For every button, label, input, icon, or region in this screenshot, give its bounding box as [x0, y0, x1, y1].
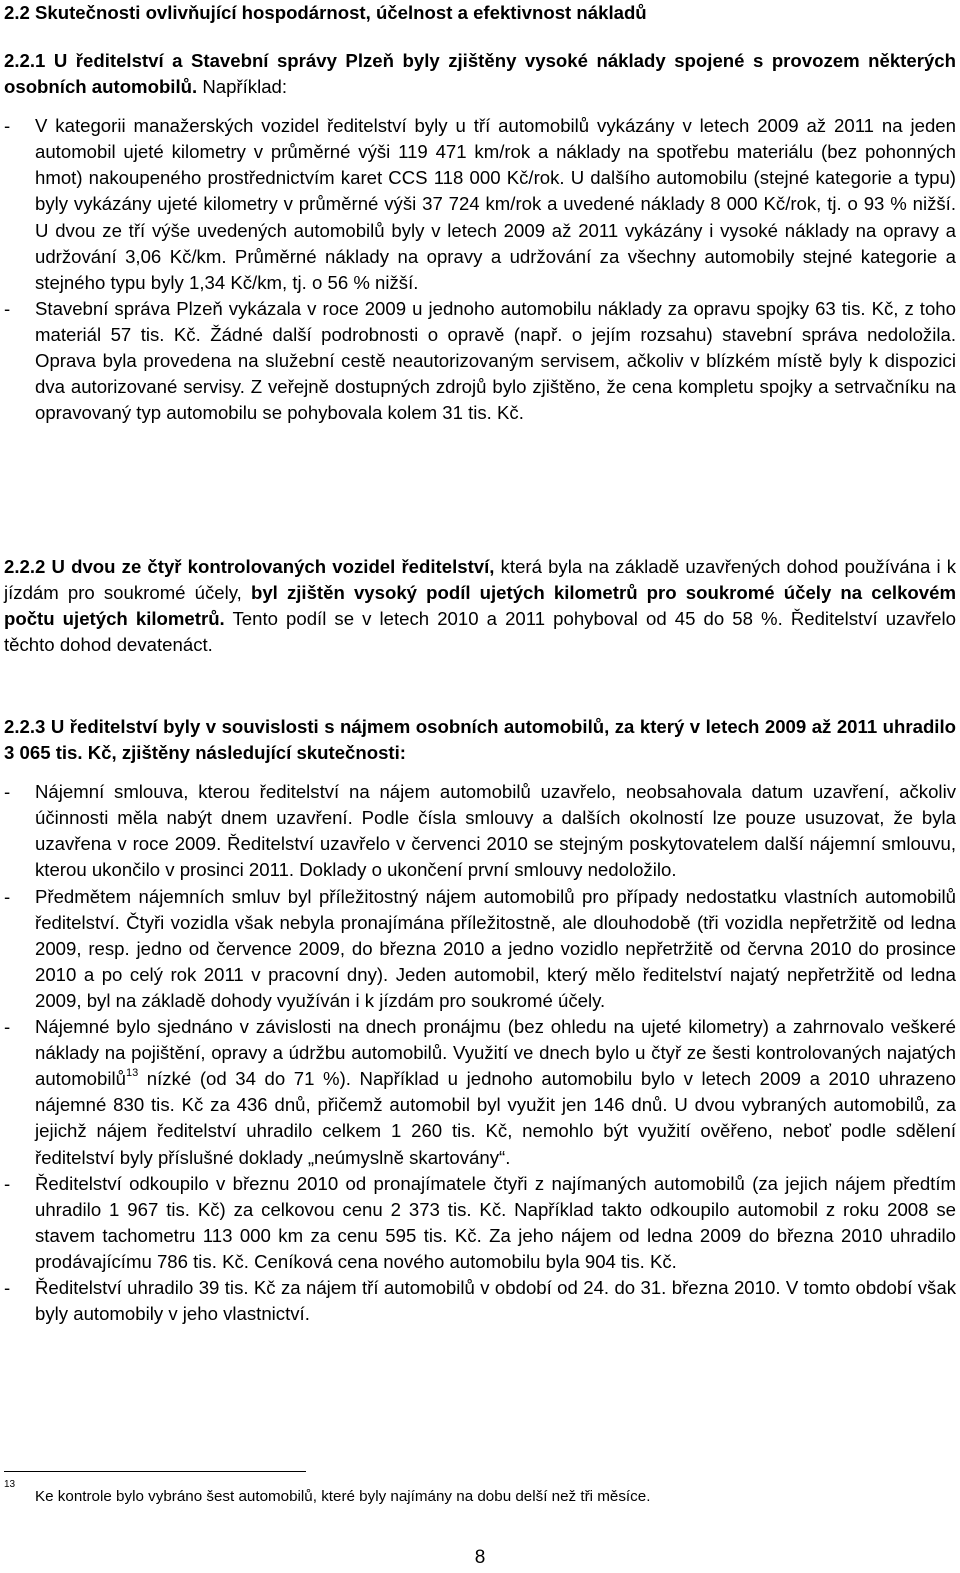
paragraph-2-2-1-bold: 2.2.1 U ředitelství a Stavební správy Plzeň byly zjištěny vysoké náklady spojené s provozem některých osobních automobilů. [4, 50, 956, 98]
list-item-text: Ředitelství odkoupilo v březnu 2010 od pronajímatele čtyři z najímaných automobilů (za jejich nájem předtím uhradilo 1 967 tis. Kč) za celkovou cenu 2 373 tis. Kč. Například takto odkoupilo automobil z roku 2008 se stavem tachometru 113 000 km za cenu 595 tis. Kč. Za jeho nájem od ledna 2009 do března 2010 uhradilo prodávajícímu 786 tis. Kč. Ceníková cena nového automobilu byla 904 tis. Kč. [35, 1172, 956, 1272]
list-item: - Ředitelství odkoupilo v březnu 2010 od pronajímatele čtyři z najímaných automobilů (za jejich nájem předtím uhradilo 1 967 tis. Kč) za celkovou cenu 2 373 tis. Kč. Například takto odkoupilo automobil z roku 2008 se stavem tachometru 113 000 km za cenu 595 tis. Kč. Za jeho nájem od ledna 2009 do března 2010 uhradilo prodávajícímu 786 tis. Kč. Ceníková cena nového automobilu byla 904 tis. Kč. [4, 1172, 956, 1272]
footnote-text: Ke kontrole bylo vybráno šest automobilů, které byly najímány na dobu delší než tři měsíce. [35, 1488, 651, 1505]
paragraph-2-2-1-rest: Například: [197, 76, 288, 98]
footnote-reference: 13 [125, 1067, 139, 1080]
list-item: - Stavební správa Plzeň vykázala v roce 2009 u jednoho automobilu náklady za opravu spojky 63 tis. Kč, z toho materiál 57 tis. Kč. Žádné další podrobnosti o opravě (např. o jejím rozsahu) stavební správa nedoložila. Oprava byla provedena na služební cestě neautorizovaným servisem, ačkoliv v blízkém místě byly k dispozici dva autorizované servisy. Z veřejně dostupných zdrojů bylo zjištěno, že cena kompletu spojky a setrvačníku na opravovaný typ automobilu se pohybovala kolem 31 tis. Kč. [4, 297, 956, 424]
list-item: - Nájemné bylo sjednáno v závislosti na dnech pronájmu (bez ohledu na ujeté kilometry) a zahrnovalo veškeré náklady na pojištění, opravy a údržbu automobilů. Využití ve dnech bylo u čtyř ze šesti kontrolovaných najatých automobilů$^{13}$ nízké (od 34 do 71 %). Například u jednoho automobilu bylo v letech 2009 a 2010 uhrazeno nájemné 830 tis. Kč za 436 dnů, přičemž automobil byl využit jen 146 dnů. U dvou vybraných automobilů, za jejichž nájem ředitelství uhradilo celkem 1 260 tis. Kč, nemohlo být využití ověřeno, neboť podle sdělení ředitelství byly příslušné doklady „neúmyslně skartovány“. [4, 1016, 956, 1168]
list-item-text: V kategorii manažerských vozidel ředitelství byly u tří automobilů vykázány v letech 2009 až 2011 na jeden automobil ujeté kilometry v průměrné výši 119 471 km/rok a náklady na spotřebu materiálu (bez pohonných hmot) nakoupeného prostřednictvím karet CCS 118 000 Kč/rok. U dalšího automobilu (stejné kategorie a typu) byly vykázány ujeté kilometry v průměrné výši 37 724 km/rok a uvedené náklady 8 000 Kč/rok, tj. o 93 % nižší. U dvou ze tří výše uvedených automobilů byly v letech 2009 až 2011 vykázány i vysoké náklady na opravy a udržování 3,06 Kč/km. Průměrné náklady na opravy a udržování za všechny automobily stejné kategorie a stejného typu byly 1,34 Kč/km, tj. o 56 % nižší. [35, 115, 956, 293]
body-text: Tento podíl se v letech 2010 a 2011 pohyboval od 45 do 58 %. Ředitelství uzavřelo těchto dohod devatenáct. [4, 608, 956, 656]
list-item: - V kategorii manažerských vozidel ředitelství byly u tří automobilů vykázány v letech 2009 až 2011 na jeden automobil ujeté kilometry v průměrné výši 119 471 km/rok a náklady na spotřebu materiálu (bez pohonných hmot) nakoupeného prostřednictvím karet CCS 118 000 Kč/rok. U dalšího automobilu (stejné kategorie a typu) byly vykázány ujeté kilometry v průměrné výši 37 724 km/rok a uvedené náklady 8 000 Kč/rok, tj. o 93 % nižší. U dvou ze tří výše uvedených automobilů byly v letech 2009 až 2011 vykázány i vysoké náklady na opravy a udržování 3,06 Kč/km. Průměrné náklady na opravy a udržování za všechny automobily stejné kategorie a stejného typu byly 1,34 Kč/km, tj. o 56 % nižší. [4, 115, 956, 293]
bold-text: byl zjištěn vysoký podíl ujetých kilometrů pro soukromé účely na celkovém počtu ujetých kilometrů. [4, 582, 956, 630]
list-item-text: Stavební správa Plzeň vykázala v roce 2009 u jednoho automobilu náklady za opravu spojky 63 tis. Kč, z toho materiál 57 tis. Kč. Žádné další podrobnosti o opravě (např. o jejím rozsahu) stavební správa nedoložila. Oprava byla provedena na služební cestě neautorizovaným servisem, ačkoliv v blízkém místě byly k dispozici dva autorizované servisy. Z veřejně dostupných zdrojů bylo zjištěno, že cena kompletu spojky a setrvačníku na opravovaný typ automobilu se pohybovala kolem 31 tis. Kč. [35, 297, 956, 424]
section-2-2-1 [4, 48, 956, 426]
section-2-2-2 [4, 554, 956, 658]
paragraph-2-2-1-intro [4, 48, 956, 100]
section-heading: 2.2 Skutečnosti ovlivňující hospodárnost, účelnost a efektivnost nákladů [4, 2, 647, 23]
section-2-2-3-heading: 2.2.3 U ředitelství byly v souvislosti s nájmem osobních automobilů, za který v letech 2009 až 2011 uhradilo 3 065 tis. Kč, zjištěny následující skutečnosti: [4, 716, 956, 764]
list-item: - Předmětem nájemních smluv byl příležitostný nájem automobilů pro případy nedostatku vlastních automobilů ředitelství. Čtyři vozidla však nebyla pronajímána příležitostně, ale dlouhodobě (tři vozidla nepřetržitě od ledna 2009, resp. jedno od července 2009, do března 2010 a jedno vozidlo nepřetržitě od června 2010 do prosince 2010 a po celý rok 2011 v pracovní dny). Jeden automobil, který mělo ředitelství najatý nepřetržitě od ledna 2009, byl na základě dohody využíván i k jízdám pro soukromé účely. [4, 885, 956, 1011]
bold-text: U dvou ze čtyř kontrolovaných vozidel ředitelství, [51, 556, 495, 577]
list-item-text: nízké (od 34 do 71 %). Například u jednoho automobilu bylo v letech 2009 a 2010 uhrazeno nájemné 830 tis. Kč za 436 dnů, přičemž automobil byl využit jen 146 dnů. U dvou vybraných automobilů, za jejichž nájem ředitelství uhradilo celkem 1 260 tis. Kč, nemohlo být využití ověřeno, neboť podle sdělení ředitelství byly příslušné doklady „neúmyslně skartovány“. [35, 1068, 956, 1168]
list-item-text: Předmětem nájemních smluv byl příležitostný nájem automobilů pro případy nedostatku vlastních automobilů ředitelství. Čtyři vozidla však nebyla pronajímána příležitostně, ale dlouhodobě (tři vozidla nepřetržitě od ledna 2009, resp. jedno od července 2009, do března 2010 a jedno vozidlo nepřetržitě od června 2010 do prosince 2010 a po celý rok 2011 v pracovní dny). Jeden automobil, který mělo ředitelství najatý nepřetržitě od ledna 2009, byl na základě dohody využíván i k jízdám pro soukromé účely. [35, 885, 956, 1011]
footnote-mark: 13 [4, 1478, 16, 1490]
footnote [4, 1478, 944, 1505]
list-item-text: Ředitelství uhradilo 39 tis. Kč za nájem tří automobilů v období od 24. do 31. března 2010. V tomto období však byly automobily v jeho vlastnictví. [35, 1276, 956, 1325]
body-text: která byla na základě uzavřených dohod používána i k jízdám pro soukromé účely, [4, 556, 957, 604]
list-item: - Nájemní smlouva, kterou ředitelství na nájem automobilů uzavřelo, neobsahovala datum uzavření, ačkoliv účinnosti měla nabýt dnem uzavření. Podle čísla smlouvy a dalších okolností lze pouze usuzovat, že byla uzavřena v roce 2009. Ředitelství uzavřelo v červenci 2010 se stejným poskytovatelem další nájemní smlouvu, kterou ukončilo v prosinci 2011. Doklady o ukončení první smlouvy nedoložilo. [4, 781, 956, 881]
section-number: 2.2.2 [4, 556, 52, 577]
section-2-2-3 [4, 714, 956, 1327]
page-number: 8 [474, 1547, 486, 1568]
list-item-text: Nájemné bylo sjednáno v závislosti na dnech pronájmu (bez ohledu na ujeté kilometry) a zahrnovalo veškeré náklady na pojištění, opravy a údržbu automobilů. Využití ve dnech bylo u čtyř ze šesti kontrolovaných najatých automobilů [35, 1016, 956, 1090]
list-item-text: Nájemní smlouva, kterou ředitelství na nájem automobilů uzavřelo, neobsahovala datum uzavření, ačkoliv účinnosti měla nabýt dnem uzavření. Podle čísla smlouvy a dalších okolností lze pouze usuzovat, že byla uzavřena v roce 2009. Ředitelství uzavřelo v červenci 2010 se stejným poskytovatelem další nájemní smlouvu, kterou ukončilo v prosinci 2011. Doklady o ukončení první smlouvy nedoložilo. [35, 781, 956, 881]
list-item: - Ředitelství uhradilo 39 tis. Kč za nájem tří automobilů v období od 24. do 31. března 2010. V tomto období však byly automobily v jeho vlastnictví. [4, 1276, 956, 1325]
footnote-separator [4, 1471, 306, 1472]
